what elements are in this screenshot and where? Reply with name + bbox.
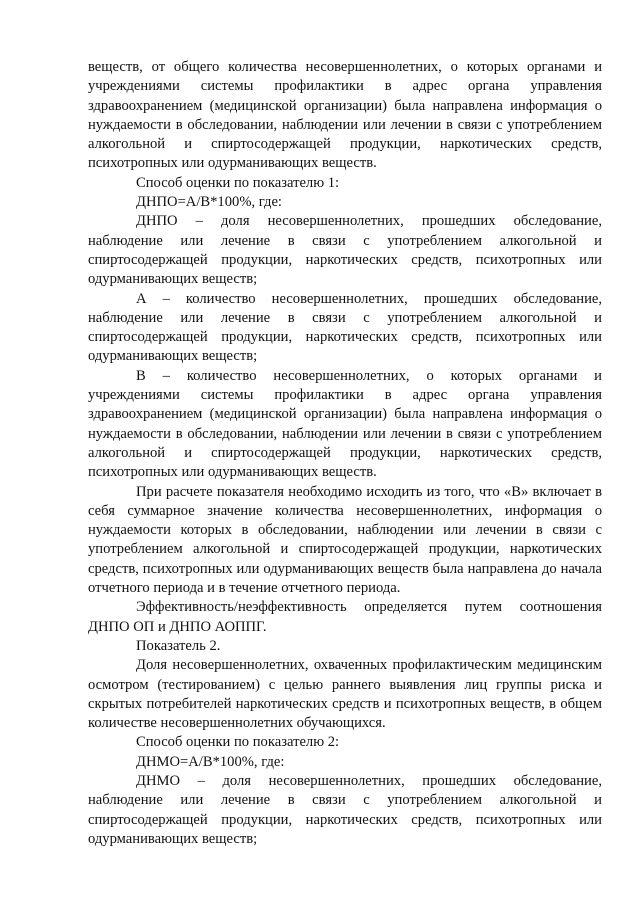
paragraph-formula-dnpo: ДНПО=А/В*100%, где: <box>136 194 282 211</box>
paragraph-continuation: веществ, от общего количества несовершеннолетних, о которых органами и учреждениями системы профилактики в адрес органа управления здравоохранением (медицинской организации) была направлена информация о нуждаемости в обследовании, наблюдении или лечении в связи с употреблением алкогольной и спиртосодержащей продукции, наркотических средств, психотропных или одурманивающих веществ. <box>88 59 602 172</box>
paragraph-formula-dnmo: ДНМО=А/В*100%, где: <box>136 753 285 770</box>
paragraph-definition-a: А – количество несовершеннолетних, прошедших обследование, наблюдение или лечение в связи с употреблением алкогольной и спиртосодержащей продукции, наркотических средств, психотропных или одурманивающих веществ; <box>88 290 602 365</box>
paragraph-definition-dnpo: ДНПО – доля несовершеннолетних, прошедших обследование, наблюдение или лечение в связи с употреблением алкогольной и спиртосодержащей продукции, наркотических средств, психотропных или одурманивающих веществ; <box>88 213 602 288</box>
paragraph-method-1-heading: Способ оценки по показателю 1: <box>136 174 340 191</box>
paragraph-indicator-2-description: Доля несовершеннолетних, охваченных профилактическим медицинским осмотром (тестированием) с целью раннего выявления лиц группы риска и скрытых потребителей наркотических средств и психотропных веществ, в общем количестве несовершеннолетних обучающихся. <box>88 657 602 732</box>
paragraph-definition-dnmo: ДНМО – доля несовершеннолетних, прошедших обследование, наблюдение или лечение в связи с употреблением алкогольной и спиртосодержащей продукции, наркотических средств, психотропных или одурманивающих веществ; <box>88 772 602 847</box>
paragraph-effectiveness: Эффективность/неэффективность определяется путем соотношения ДНПО ОП и ДНПО АОППГ. <box>88 599 602 635</box>
document-page <box>88 58 602 849</box>
paragraph-method-2-heading: Способ оценки по показателю 2: <box>136 734 340 751</box>
paragraph-indicator-2-heading: Показатель 2. <box>136 637 221 654</box>
paragraph-definition-b: В – количество несовершеннолетних, о которых органами и учреждениями системы профилактики в адрес органа управления здравоохранением (медицинской организации) была направлена информация о нуждаемости в обследовании, наблюдении или лечении в связи с употреблением алкогольной и спиртосодержащей продукции, наркотических средств, психотропных или одурманивающих веществ. <box>88 367 602 481</box>
paragraph-calculation-note: При расчете показателя необходимо исходить из того, что «В» включает в себя суммарное значение количества несовершеннолетних, информация о нуждаемости которых в обследовании, наблюдении или лечении в связи с употреблением алкогольной и спиртосодержащей продукции, наркотических средств, психотропных или одурманивающих веществ была направлена до начала отчетного периода и в течение отчетного периода. <box>88 483 602 597</box>
